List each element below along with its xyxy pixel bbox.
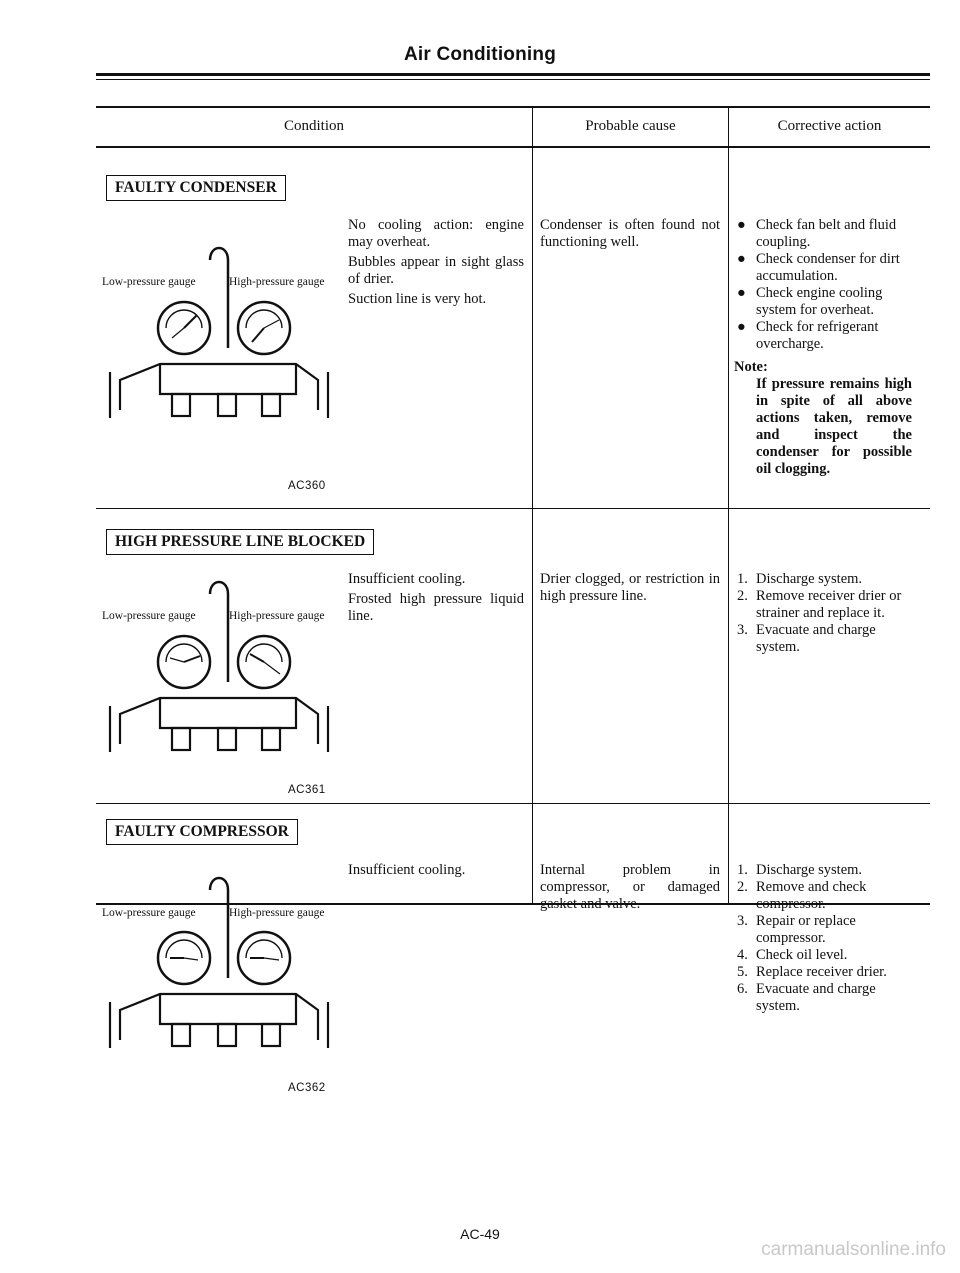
gauge-hook-icon <box>210 878 228 978</box>
figure-code: AC362 <box>288 1082 326 1094</box>
low-pressure-gauge-label: Low-pressure gauge <box>102 907 196 919</box>
note-text: If pressure remains high in spite of all above actions taken, remove and inspect the condenser for possible oil clogging. <box>756 376 912 477</box>
high-pressure-gauge-icon <box>238 932 290 984</box>
action-item: 4. Check oil level. <box>737 947 848 963</box>
symptoms <box>348 571 524 628</box>
symptom-text: No cooling action: engine may overheat. <box>348 217 524 250</box>
header-corrective-action: Corrective action <box>777 118 882 134</box>
corrective-action <box>734 571 912 656</box>
action-item: 1. Discharge system. <box>737 862 863 878</box>
action-item: ● Check for refrigerant overcharge. <box>737 319 879 352</box>
low-pressure-gauge-label: Low-pressure gauge <box>102 276 196 288</box>
probable-cause: Condenser is often found not functioning well. <box>540 217 720 250</box>
action-item: 5. Replace receiver drier. <box>737 964 887 980</box>
symptoms <box>348 862 524 882</box>
column-divider <box>728 106 729 904</box>
symptom-text: Frosted high pressure liquid line. <box>348 591 524 624</box>
manifold-gauge-diagram <box>100 240 340 440</box>
high-pressure-gauge-icon <box>238 302 290 354</box>
action-item: ● Check fan belt and fluid coupling. <box>737 217 897 250</box>
action-item: 3. Evacuate and charge system. <box>737 622 876 655</box>
header-probable-cause: Probable cause <box>585 118 676 134</box>
action-item: ● Check engine cooling system for overheat. <box>737 285 883 318</box>
header-condition: Condition <box>283 118 344 134</box>
symptoms <box>348 217 524 311</box>
title-rule <box>96 73 930 76</box>
figure-code: AC360 <box>288 480 326 492</box>
page-number: AC-49 <box>460 1226 500 1242</box>
gauge-hook-icon <box>210 582 228 682</box>
action-item: ● Check condenser for dirt accumulation. <box>737 251 900 284</box>
corrective-action <box>734 862 912 1015</box>
probable-cause: Drier clogged, or restriction in high pressure line. <box>540 571 720 604</box>
high-pressure-gauge-label: High-pressure gauge <box>229 610 325 622</box>
symptom-text: Suction line is very hot. <box>348 291 487 307</box>
header-rule <box>96 146 930 148</box>
manifold-body-icon <box>110 364 328 418</box>
symptom-text: Bubbles appear in sight glass of drier. <box>348 254 524 287</box>
low-pressure-gauge-label: Low-pressure gauge <box>102 610 196 622</box>
low-pressure-gauge-icon <box>158 302 210 354</box>
action-list <box>734 862 912 1015</box>
action-item: 2. Remove and check compressor. <box>737 879 867 912</box>
condition-title: FAULTY COMPRESSOR <box>106 819 298 845</box>
high-pressure-gauge-icon <box>238 636 290 688</box>
column-divider <box>532 106 533 904</box>
note-label: Note: <box>734 359 768 375</box>
action-item: 2. Remove receiver drier or strainer and replace it. <box>737 588 902 621</box>
manifold-body-icon <box>110 994 328 1048</box>
low-pressure-gauge-icon <box>158 636 210 688</box>
figure-code: AC361 <box>288 784 326 796</box>
probable-cause: Internal problem in compressor, or damaged gasket and valve. <box>540 862 720 912</box>
title-rule-thin <box>96 79 930 80</box>
action-item: 1. Discharge system. <box>737 571 863 587</box>
manifold-gauge-diagram <box>100 574 340 774</box>
manifold-gauge-diagram <box>100 870 340 1070</box>
gauge-hook-icon <box>210 248 228 348</box>
corrective-action <box>734 217 912 478</box>
page-title: Air Conditioning <box>404 44 556 65</box>
action-list <box>734 217 912 353</box>
high-pressure-gauge-label: High-pressure gauge <box>229 907 325 919</box>
manifold-body-icon <box>110 698 328 752</box>
note <box>734 359 912 478</box>
watermark[interactable]: carmanualsonline.info <box>761 1239 946 1260</box>
action-item: 6. Evacuate and charge system. <box>737 981 876 1014</box>
condition-title: HIGH PRESSURE LINE BLOCKED <box>106 529 374 555</box>
row-divider <box>96 508 930 509</box>
row-divider <box>96 803 930 804</box>
symptom-text: Insufficient cooling. <box>348 862 466 878</box>
symptom-text: Insufficient cooling. <box>348 571 466 587</box>
condition-title: FAULTY CONDENSER <box>106 175 286 201</box>
table-top-border <box>96 106 930 108</box>
low-pressure-gauge-icon <box>158 932 210 984</box>
action-list <box>734 571 912 656</box>
high-pressure-gauge-label: High-pressure gauge <box>229 276 325 288</box>
action-item: 3. Repair or replace compressor. <box>737 913 856 946</box>
